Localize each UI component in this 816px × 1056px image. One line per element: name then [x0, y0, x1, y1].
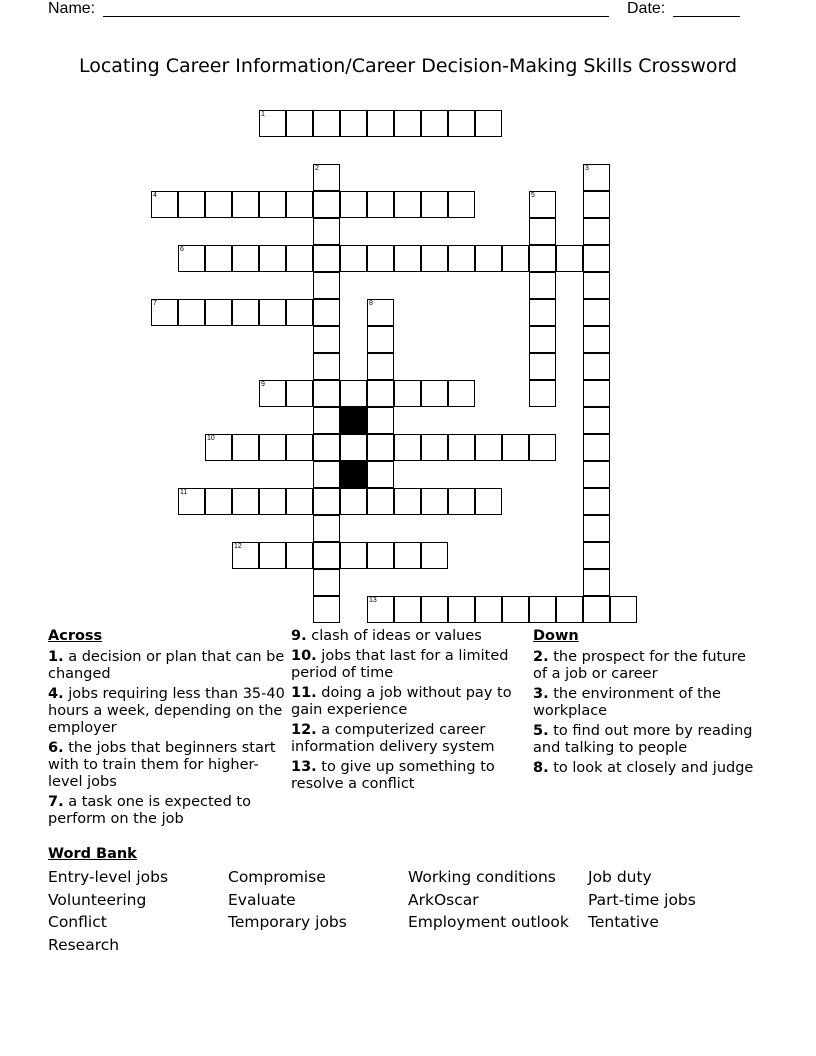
word-bank-item: Compromise — [228, 868, 326, 886]
grid-cell[interactable] — [529, 380, 556, 407]
grid-cell[interactable] — [178, 245, 205, 272]
grid-cell[interactable] — [151, 191, 178, 218]
clue-number: 4 — [153, 192, 157, 199]
grid-cell[interactable] — [286, 380, 313, 407]
grid-cell[interactable] — [367, 596, 394, 623]
word-bank-item: ArkOscar — [408, 890, 479, 909]
grid-cell[interactable] — [421, 380, 448, 407]
grid-cell[interactable] — [313, 461, 340, 488]
word-bank-item: Conflict — [48, 913, 107, 931]
clue-down-2: 2. the prospect for the future of a job or career — [533, 649, 746, 682]
grid-cell[interactable] — [529, 434, 556, 461]
grid-cell[interactable] — [313, 110, 340, 137]
grid-cell[interactable] — [583, 380, 610, 407]
grid-cell[interactable] — [313, 164, 340, 191]
down-clues — [533, 628, 763, 780]
word-bank-item: Employment outlook — [408, 913, 569, 931]
clue-across-7: 7. a task one is expected to perform on the job — [48, 794, 251, 827]
grid-cell[interactable] — [367, 542, 394, 569]
grid-cell[interactable] — [529, 191, 556, 218]
grid-cell[interactable] — [394, 542, 421, 569]
grid-cell[interactable] — [313, 218, 340, 245]
down-heading: Down — [533, 628, 579, 644]
clue-number: 10 — [207, 435, 215, 442]
word-bank-item: Entry-level jobs — [48, 868, 169, 886]
grid-cell[interactable] — [205, 245, 232, 272]
grid-cell[interactable] — [583, 596, 610, 623]
grid-cell[interactable] — [367, 434, 394, 461]
clue-number: 2 — [315, 165, 319, 172]
grid-cell[interactable] — [502, 596, 529, 623]
grid-cell[interactable] — [583, 515, 610, 542]
grid-cell[interactable] — [583, 461, 610, 488]
clue-down-8: 8. to look at closely and judge — [533, 760, 754, 776]
date-label: Date: — [627, 0, 666, 17]
grid-cell[interactable] — [313, 542, 340, 569]
grid-cell[interactable] — [367, 110, 394, 137]
grid-cell[interactable] — [529, 272, 556, 299]
clue-number: 5 — [531, 192, 535, 199]
grid-cell[interactable] — [583, 326, 610, 353]
grid-cell[interactable] — [286, 299, 313, 326]
black-cell — [340, 407, 367, 434]
across-clues-continued — [291, 628, 526, 796]
word-bank-item: Tentative — [588, 913, 659, 931]
grid-cell[interactable] — [367, 461, 394, 488]
clue-across-13: 13. to give up something to resolve a conflict — [291, 759, 495, 792]
clue-across-12: 12. a computerized career information delivery system — [291, 722, 495, 755]
grid-cell[interactable] — [286, 542, 313, 569]
name-label: Name: — [48, 0, 96, 17]
grid-cell[interactable] — [394, 488, 421, 515]
grid-cell[interactable] — [340, 488, 367, 515]
grid-cell[interactable] — [421, 542, 448, 569]
grid-cell[interactable] — [340, 434, 367, 461]
grid-cell[interactable] — [583, 218, 610, 245]
grid-cell[interactable] — [367, 353, 394, 380]
grid-cell[interactable] — [205, 488, 232, 515]
grid-cell[interactable] — [313, 515, 340, 542]
grid-cell[interactable] — [448, 380, 475, 407]
grid-cell[interactable] — [475, 245, 502, 272]
grid-cell[interactable] — [286, 488, 313, 515]
grid-cell[interactable] — [313, 299, 340, 326]
grid-cell[interactable] — [475, 488, 502, 515]
grid-cell[interactable] — [286, 434, 313, 461]
grid-cell[interactable] — [448, 245, 475, 272]
grid-cell[interactable] — [259, 245, 286, 272]
grid-cell[interactable] — [259, 434, 286, 461]
grid-cell[interactable] — [610, 596, 637, 623]
grid-cell[interactable] — [556, 245, 583, 272]
grid-cell[interactable] — [232, 245, 259, 272]
grid-cell[interactable] — [583, 353, 610, 380]
grid-cell[interactable] — [313, 569, 340, 596]
word-bank-item: Job duty — [588, 868, 652, 886]
word-bank-item: Evaluate — [228, 890, 296, 909]
grid-cell[interactable] — [313, 407, 340, 434]
clue-number: 8 — [369, 300, 373, 307]
grid-cell[interactable] — [259, 299, 286, 326]
grid-cell[interactable] — [286, 245, 313, 272]
clue-number: 9 — [261, 381, 265, 388]
grid-cell[interactable] — [313, 326, 340, 353]
grid-cell[interactable] — [313, 272, 340, 299]
clue-number: 7 — [153, 300, 157, 307]
black-cell — [340, 461, 367, 488]
grid-cell[interactable] — [394, 434, 421, 461]
grid-cell[interactable] — [502, 245, 529, 272]
grid-cell[interactable] — [583, 569, 610, 596]
grid-cell[interactable] — [583, 542, 610, 569]
word-bank-item: Part-time jobs — [588, 890, 696, 909]
grid-cell[interactable] — [367, 488, 394, 515]
grid-cell[interactable] — [340, 245, 367, 272]
grid-cell[interactable] — [313, 380, 340, 407]
grid-cell[interactable] — [475, 110, 502, 137]
grid-cell[interactable] — [259, 110, 286, 137]
grid-cell[interactable] — [313, 488, 340, 515]
across-clues — [48, 628, 288, 831]
grid-cell[interactable] — [340, 110, 367, 137]
clue-number: 3 — [585, 165, 589, 172]
grid-cell[interactable] — [421, 596, 448, 623]
clue-number: 11 — [180, 489, 188, 496]
grid-cell[interactable] — [394, 110, 421, 137]
grid-cell[interactable] — [259, 380, 286, 407]
grid-cell[interactable] — [394, 380, 421, 407]
grid-cell[interactable] — [448, 110, 475, 137]
grid-cell[interactable] — [421, 434, 448, 461]
clue-down-3: 3. the environment of the workplace — [533, 686, 721, 719]
grid-cell[interactable] — [421, 110, 448, 137]
grid-cell[interactable] — [421, 191, 448, 218]
grid-cell[interactable] — [556, 596, 583, 623]
grid-cell[interactable] — [259, 542, 286, 569]
grid-cell[interactable] — [367, 380, 394, 407]
grid-cell[interactable] — [529, 218, 556, 245]
page-title: Locating Career Information/Career Decision-Making Skills Crossword — [78, 55, 738, 77]
word-bank-item: Volunteering — [48, 890, 147, 909]
grid-cell[interactable] — [313, 434, 340, 461]
grid-cell[interactable] — [529, 596, 556, 623]
grid-cell[interactable] — [205, 299, 232, 326]
grid-cell[interactable] — [583, 434, 610, 461]
grid-cell[interactable] — [421, 245, 448, 272]
grid-cell[interactable] — [313, 353, 340, 380]
grid-cell[interactable] — [583, 488, 610, 515]
grid-cell[interactable] — [259, 488, 286, 515]
word-bank-item: Research — [48, 935, 120, 954]
clue-across-1: 1. a decision or plan that can be changed — [48, 649, 285, 682]
grid-cell[interactable] — [448, 434, 475, 461]
grid-cell[interactable] — [205, 191, 232, 218]
grid-cell[interactable] — [583, 164, 610, 191]
grid-cell[interactable] — [367, 191, 394, 218]
grid-cell[interactable] — [232, 191, 259, 218]
grid-cell[interactable] — [178, 488, 205, 515]
grid-cell[interactable] — [583, 272, 610, 299]
grid-cell[interactable] — [178, 191, 205, 218]
clue-number: 13 — [369, 597, 377, 604]
grid-cell[interactable] — [232, 542, 259, 569]
clue-across-10: 10. jobs that last for a limited period of time — [291, 648, 509, 681]
grid-cell[interactable] — [313, 245, 340, 272]
grid-cell[interactable] — [340, 191, 367, 218]
grid-cell[interactable] — [394, 191, 421, 218]
grid-cell[interactable] — [313, 596, 340, 623]
grid-cell[interactable] — [583, 407, 610, 434]
grid-cell[interactable] — [232, 299, 259, 326]
grid-cell[interactable] — [205, 434, 232, 461]
clue-across-9: 9. clash of ideas or values — [291, 628, 482, 644]
grid-cell[interactable] — [529, 299, 556, 326]
grid-cell[interactable] — [394, 596, 421, 623]
grid-cell[interactable] — [448, 596, 475, 623]
grid-cell[interactable] — [367, 245, 394, 272]
word-bank — [48, 868, 768, 954]
across-heading: Across — [48, 628, 103, 644]
clue-number: 6 — [180, 246, 184, 253]
grid-cell[interactable] — [367, 407, 394, 434]
clue-down-5: 5. to find out more by reading and talking to people — [533, 723, 753, 756]
clue-number: 1 — [261, 111, 265, 118]
word-bank-heading: Word Bank — [48, 846, 137, 862]
grid-cell[interactable] — [529, 245, 556, 272]
clue-across-6: 6. the jobs that beginners start with to train them for higher-level jobs — [48, 740, 276, 790]
grid-cell[interactable] — [259, 191, 286, 218]
grid-cell[interactable] — [583, 245, 610, 272]
grid-cell[interactable] — [475, 596, 502, 623]
grid-cell[interactable] — [529, 353, 556, 380]
grid-cell[interactable] — [367, 326, 394, 353]
grid-cell[interactable] — [232, 434, 259, 461]
grid-cell[interactable] — [583, 299, 610, 326]
grid-cell[interactable] — [367, 299, 394, 326]
word-bank-item: Working conditions — [408, 868, 556, 886]
grid-cell[interactable] — [178, 299, 205, 326]
grid-cell[interactable] — [151, 299, 178, 326]
grid-cell[interactable] — [286, 191, 313, 218]
grid-cell[interactable] — [313, 191, 340, 218]
grid-cell[interactable] — [340, 380, 367, 407]
grid-cell[interactable] — [286, 110, 313, 137]
word-bank-item: Temporary jobs — [228, 913, 347, 931]
clue-number: 12 — [234, 543, 242, 550]
clue-across-11: 11. doing a job without pay to gain experience — [291, 685, 512, 718]
grid-cell[interactable] — [232, 488, 259, 515]
grid-cell[interactable] — [529, 326, 556, 353]
grid-cell[interactable] — [394, 245, 421, 272]
grid-cell[interactable] — [502, 434, 529, 461]
grid-cell[interactable] — [583, 191, 610, 218]
grid-cell[interactable] — [448, 488, 475, 515]
grid-cell[interactable] — [475, 434, 502, 461]
grid-cell[interactable] — [421, 488, 448, 515]
grid-cell[interactable] — [448, 191, 475, 218]
clue-across-4: 4. jobs requiring less than 35-40 hours a week, depending on the employer — [48, 686, 285, 736]
grid-cell[interactable] — [340, 542, 367, 569]
